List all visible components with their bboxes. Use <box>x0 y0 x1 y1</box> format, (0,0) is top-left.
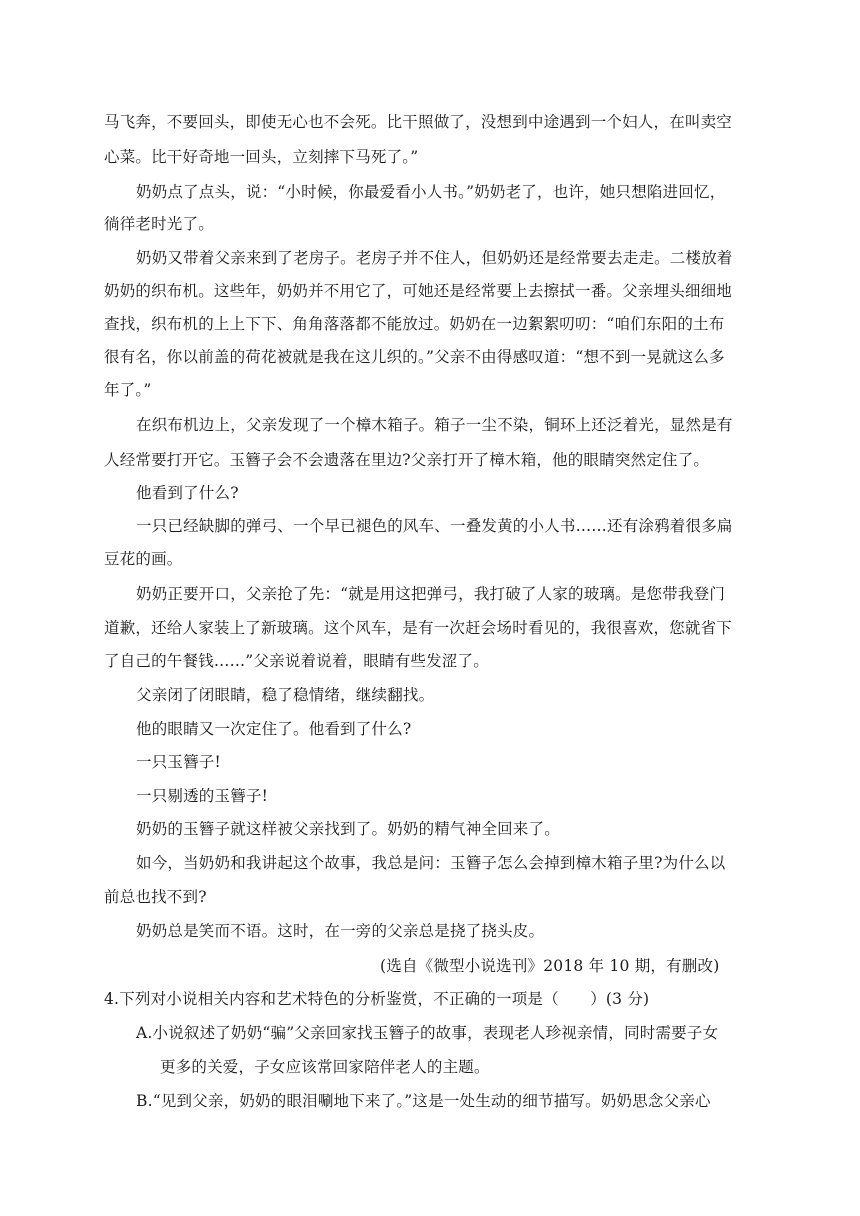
paragraph-line: 豆花的画。 <box>104 550 183 568</box>
paragraph-line: 道歉，还给人家装上了新玻璃。这个风车，是有一次赶会场时看见的，我很喜欢，您就省下 <box>104 619 733 637</box>
paragraph-line: 一只玉簪子! <box>136 753 221 771</box>
option-a: A.小说叙述了奶奶“骗”父亲回家找玉簪子的故事，表现老人珍视亲情，同时需要子女 <box>136 1024 719 1042</box>
paragraph-line: 奶奶总是笑而不语。这时，在一旁的父亲总是挠了挠头皮。 <box>136 922 545 940</box>
paragraph-line: 他的眼睛又一次定住了。他看到了什么? <box>136 720 412 738</box>
source-citation: (选自《微型小说选刊》2018 年 10 期，有删改) <box>380 957 720 975</box>
paragraph-line: 查找，织布机的上上下下、角角落落都不能放过。奶奶在一边絮絮叨叨：“咱们东阳的土布 <box>104 315 725 333</box>
paragraph-line: 父亲闭了闭眼睛，稳了稳情绪，继续翻找。 <box>136 686 435 704</box>
paragraph-line: 马飞奔，不要回头，即使无心也不会死。比干照做了，没想到中途遇到一个妇人，在叫卖空 <box>104 113 733 131</box>
paragraph-line: 一只已经缺脚的弹弓、一个早已褪色的风车、一叠发黄的小人书……还有涂鸦着很多扁 <box>136 517 733 535</box>
question-stem: 4.下列对小说相关内容和艺术特色的分析鉴赏，不正确的一项是（ ）(3 分) <box>104 990 650 1008</box>
paragraph-line: 奶奶点了点头，说：“小时候，你最爱看小人书。”奶奶老了，也许，她只想陷进回忆， <box>136 183 726 201</box>
paragraph-line: 他看到了什么? <box>136 484 239 502</box>
paragraph-line: 奶奶正要开口，父亲抢了先：“就是用这把弹弓，我打破了人家的玻璃。是您带我登门 <box>136 585 726 603</box>
paragraph-line: 奶奶又带着父亲来到了老房子。老房子并不住人，但奶奶还是经常要去走走。二楼放着 <box>136 249 733 267</box>
paragraph-line: 徜徉老时光了。 <box>104 215 214 233</box>
option-a-continued: 更多的关爱，子女应该常回家陪伴老人的主题。 <box>160 1058 490 1076</box>
paragraph-line: 前总也找不到? <box>104 888 207 906</box>
paragraph-line: 在织布机边上，父亲发现了一个樟木箱子。箱子一尘不染，铜环上还泛着光，显然是有 <box>136 416 733 434</box>
paragraph-line: 一只剔透的玉簪子! <box>136 787 269 805</box>
paragraph-line: 了自己的午餐钱……”父亲说着说着，眼睛有些发涩了。 <box>104 652 489 670</box>
paragraph-line: 年了。” <box>104 381 152 399</box>
option-b: B.“见到父亲，奶奶的眼泪唰地下来了。”这是一处生动的细节描写。奶奶思念父亲心 <box>136 1092 711 1110</box>
paragraph-line: 奶奶的织布机。这些年，奶奶并不用它了，可她还是经常要上去擦拭一番。父亲埋头细细地 <box>104 282 733 300</box>
paragraph-line: 如今，当奶奶和我讲起这个故事，我总是问：玉簪子怎么会掉到樟木箱子里?为什么以 <box>136 854 726 872</box>
paragraph-line: 人经常要打开它。玉簪子会不会遗落在里边?父亲打开了樟木箱，他的眼睛突然定住了。 <box>104 451 710 469</box>
paragraph-line: 很有名，你以前盖的荷花被就是我在这儿织的。”父亲不由得感叹道：“想不到一晃就这么多 <box>104 348 725 366</box>
paragraph-line: 心菜。比干好奇地一回头，立刻摔下马死了。” <box>104 148 419 166</box>
paragraph-line: 奶奶的玉簪子就这样被父亲找到了。奶奶的精气神全回来了。 <box>136 820 560 838</box>
